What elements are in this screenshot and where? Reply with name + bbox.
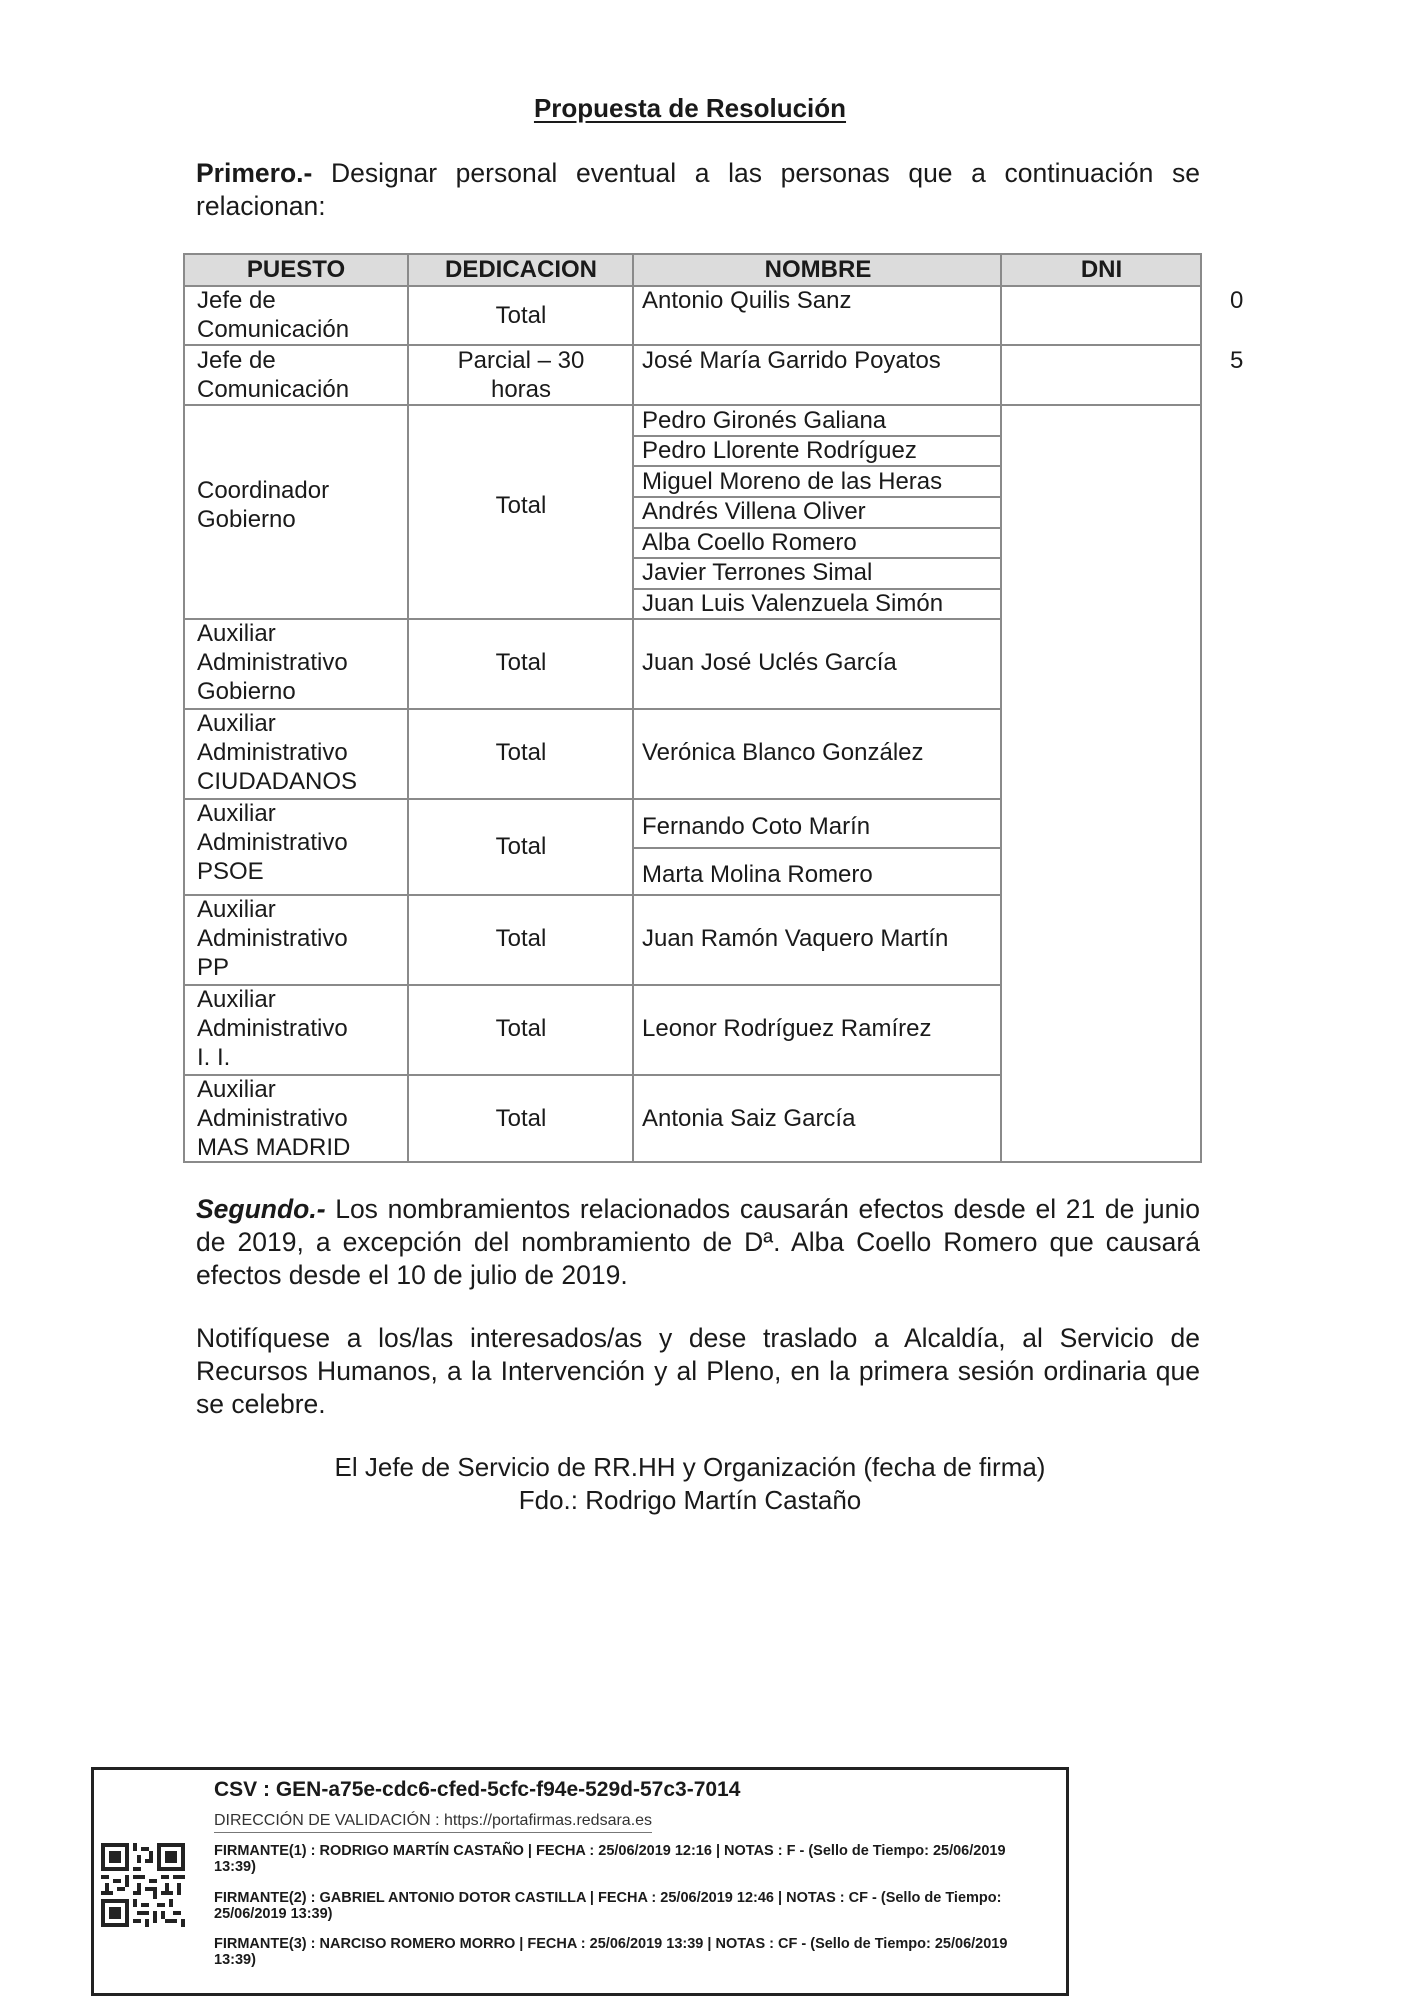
notificacion-paragraph: Notifíquese a los/las interesados/as y dese traslado a Alcaldía, al Servicio de Recursos Humanos, a la Intervención y al Pleno, en la primera sesión ordinaria que se celebre. <box>196 1323 1200 1419</box>
cell-text: Administrativo <box>197 739 348 766</box>
cell-text: MAS MADRID <box>197 1134 351 1161</box>
table-row-8-puesto <box>197 985 407 1072</box>
table-row-2-dedicacion <box>410 346 632 404</box>
table-row-2-dni: 5 <box>1230 347 1244 374</box>
table-row-3-nombre-1: Pedro Gironés Galiana <box>642 407 887 434</box>
cell-text: Auxiliar <box>197 1076 276 1103</box>
table-row-7-puesto <box>197 895 407 982</box>
cell-text: Comunicación <box>197 316 350 343</box>
cell-text: Administrativo <box>197 649 348 676</box>
header-dni: DNI <box>1080 256 1123 283</box>
table-row-5-nombre: Verónica Blanco González <box>642 739 924 766</box>
table-row-8-dedicacion: Total <box>495 1015 547 1042</box>
cell-text: I. I. <box>197 1044 231 1071</box>
qr-code-icon <box>101 1843 185 1927</box>
table-row-1-nombre: Antonio Quilis Sanz <box>642 287 852 314</box>
table-row-9-dedicacion: Total <box>495 1105 547 1132</box>
table-row-4-dedicacion: Total <box>495 649 547 676</box>
table-row-1-dni: 0 <box>1230 287 1244 314</box>
firmante-2: FIRMANTE(2) : GABRIEL ANTONIO DOTOR CASTILLA | FECHA : 25/06/2019 12:46 | NOTAS : CF - (Sello de Tiempo: 25/06/2019 13:39) <box>214 1890 1002 1922</box>
table-header-row <box>185 255 1200 287</box>
table-row-6-nombre-2: Marta Molina Romero <box>642 861 873 888</box>
cell-text: Administrativo <box>197 829 348 856</box>
table-row-2-puesto <box>197 346 407 404</box>
cell-text: PSOE <box>197 858 264 885</box>
segundo-text: Los nombramientos relacionados causarán efectos desde el 21 de junio de 2019, a excepción del nombramiento de Dª. Alba Coello Romero que causará efectos desde el 10 de julio de 2019. <box>196 1194 1200 1290</box>
page-title: Propuesta de Resolución <box>533 93 847 123</box>
segundo-label: Segundo.- <box>196 1194 326 1224</box>
cell-text: Auxiliar <box>197 896 276 923</box>
table-row-4-nombre: Juan José Uclés García <box>642 649 897 676</box>
cell-text: Auxiliar <box>197 710 276 737</box>
table-row-3-nombre-4: Andrés Villena Oliver <box>642 498 866 525</box>
table-row-3-nombre-3: Miguel Moreno de las Heras <box>642 468 943 495</box>
cell-text: Auxiliar <box>197 986 276 1013</box>
table-row-4-puesto <box>197 619 407 706</box>
personnel-table <box>183 253 1244 1163</box>
cell-text: Jefe de <box>197 287 276 314</box>
table-row-6-dedicacion: Total <box>495 833 547 860</box>
cell-text: Auxiliar <box>197 800 276 827</box>
firmante-1: FIRMANTE(1) : RODRIGO MARTÍN CASTAÑO | FECHA : 25/06/2019 12:16 | NOTAS : F - (Sello de Tiempo: 25/06/2019 13:39) <box>214 1843 1006 1875</box>
table-row-5-puesto <box>197 709 407 796</box>
cell-text: Administrativo <box>197 1105 348 1132</box>
table-row-3-nombre-7: Juan Luis Valenzuela Simón <box>642 590 944 617</box>
primero-paragraph <box>196 157 1200 223</box>
cell-text: Administrativo <box>197 1015 348 1042</box>
cell-text: Jefe de <box>197 347 276 374</box>
table-row-5-dedicacion: Total <box>495 739 547 766</box>
subrow-divider <box>632 847 1002 849</box>
table-row-6-puesto <box>197 799 407 886</box>
cell-text: Gobierno <box>197 506 296 533</box>
segundo-paragraph <box>196 1193 1200 1292</box>
cell-text: Parcial – 30 <box>457 347 585 374</box>
table-row-9-puesto <box>197 1075 407 1162</box>
table-row-1-puesto <box>197 286 407 344</box>
table-row-9-nombre: Antonia Saiz García <box>642 1105 856 1132</box>
csv-code: CSV : GEN-a75e-cdc6-cfed-5cfc-f94e-529d-57c3-7014 <box>214 1778 741 1801</box>
firmante-3: FIRMANTE(3) : NARCISO ROMERO MORRO | FECHA : 25/06/2019 13:39 | NOTAS : CF - (Sello de Tiempo: 25/06/2019 13:39) <box>214 1936 1008 1968</box>
header-puesto: PUESTO <box>246 256 346 283</box>
signature-role: El Jefe de Servicio de RR.HH y Organización (fecha de firma) <box>334 1452 1046 1482</box>
cell-text: Comunicación <box>197 376 350 403</box>
cell-text: Administrativo <box>197 925 348 952</box>
table-row-7-dedicacion: Total <box>495 925 547 952</box>
table-row-3-dedicacion: Total <box>495 492 547 519</box>
table-row-7-nombre: Juan Ramón Vaquero Martín <box>642 925 949 952</box>
table-row-2-nombre: José María Garrido Poyatos <box>642 347 941 374</box>
table-row-3-puesto <box>197 476 407 534</box>
cell-text: Gobierno <box>197 678 296 705</box>
table-row-3-nombre-2: Pedro Llorente Rodríguez <box>642 437 917 464</box>
primero-text: Designar personal eventual a las personas que a continuación se relacionan: <box>196 158 1200 221</box>
cell-text: CIUDADANOS <box>197 768 358 795</box>
header-nombre: NOMBRE <box>764 256 872 283</box>
cell-text: PP <box>197 954 230 981</box>
table-row-3-nombre-6: Javier Terrones Simal <box>642 559 873 586</box>
table-row-1-dedicacion: Total <box>495 302 547 329</box>
table-row-6-nombre-1: Fernando Coto Marín <box>642 813 871 840</box>
signature-name: Fdo.: Rodrigo Martín Castaño <box>518 1485 862 1515</box>
cell-text: Coordinador <box>197 477 330 504</box>
table-row-8-nombre: Leonor Rodríguez Ramírez <box>642 1015 932 1042</box>
cell-text: horas <box>490 376 552 403</box>
cell-text: Auxiliar <box>197 620 276 647</box>
validation-url-link[interactable]: DIRECCIÓN DE VALIDACIÓN : https://portafirmas.redsara.es <box>214 1812 652 1833</box>
header-dedicacion: DEDICACION <box>444 256 597 283</box>
primero-label: Primero.- <box>196 158 313 188</box>
table-row-3-nombre-5: Alba Coello Romero <box>642 529 857 556</box>
